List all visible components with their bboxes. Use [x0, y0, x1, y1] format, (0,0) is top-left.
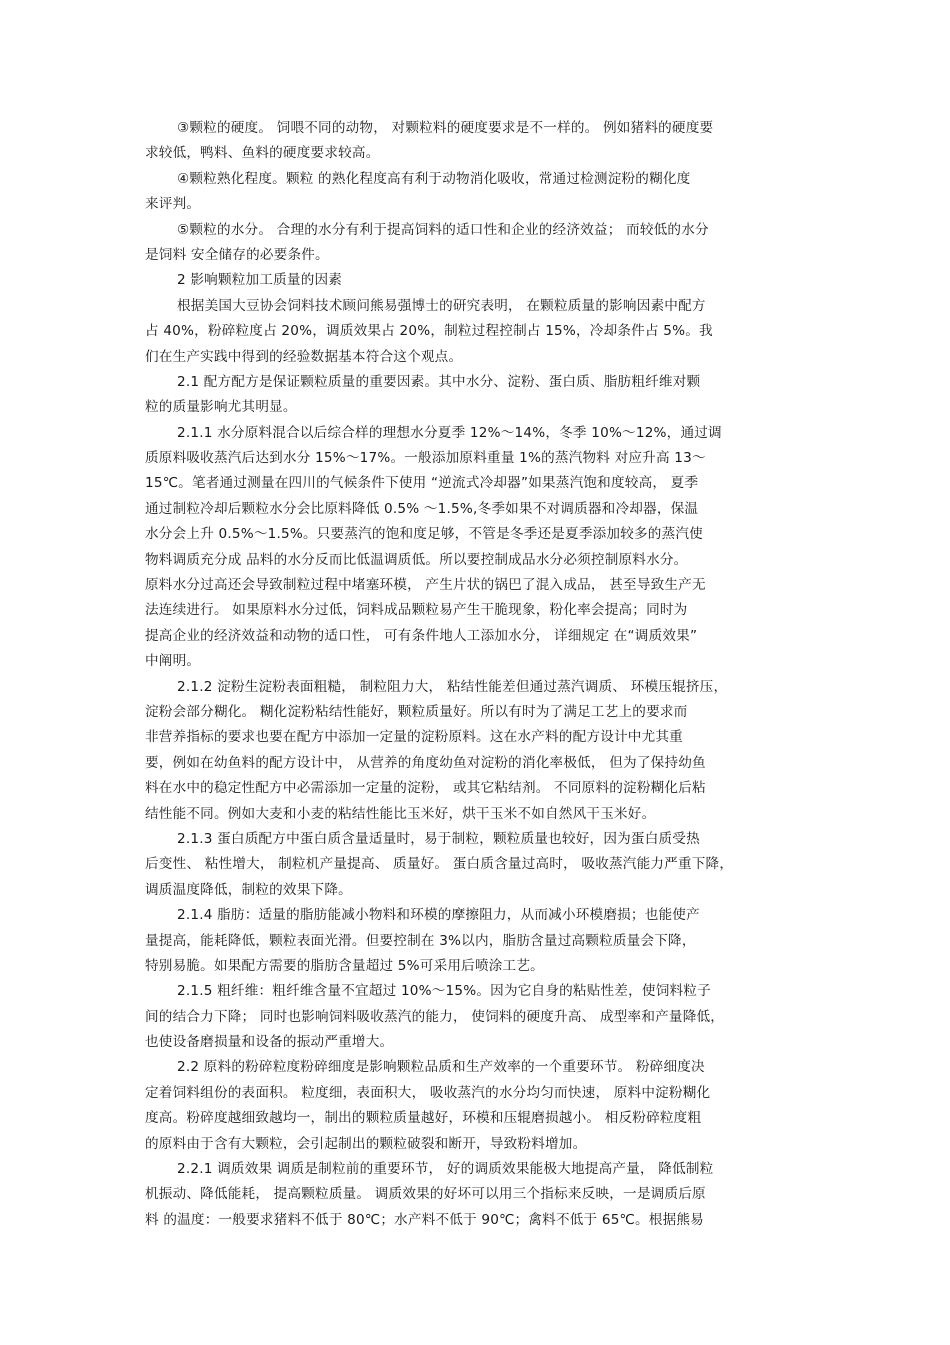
text-line: 来评判。: [145, 196, 201, 213]
text-line: 2.2 原料的粉碎粒度粉碎细度是影响颗粒品质和生产效率的一个重要环节。 粉碎细度决: [177, 1059, 705, 1076]
text-line: 料 的温度：一般要求猪料不低于 80℃；水产料不低于 90℃；禽料不低于 65℃。根据熊易: [145, 1211, 704, 1228]
text-line: 机振动、降低能耗， 提高颗粒质量。 调质效果的好坏可以用三个指标来反映，一是调质后原: [145, 1186, 706, 1203]
text-line: 求较低，鸭料、鱼料的硬度要求较高。: [145, 145, 380, 162]
text-line: 提高企业的经济效益和动物的适口性， 可有条件地人工添加水分， 详细规定 在“调质效果”: [145, 627, 698, 644]
text-line: 量提高，能耗降低，颗粒表面光滑。但要控制在 3%以内，脂肪含量过高颗粒质量会下降，: [145, 932, 696, 949]
text-line: 是饲料 安全储存的必要条件。: [145, 246, 329, 263]
text-line: 特别易脆。如果配方需要的脂肪含量超过 5%可采用后喷涂工艺。: [145, 957, 544, 974]
text-line: 定着饲料组份的表面积。 粒度细，表面积大， 吸收蒸汽的水分均匀而快速， 原料中淀粉糊化: [145, 1084, 711, 1101]
text-line: 占 40%，粉碎粒度占 20%，调质效果占 20%，制粒过程控制占 15%，冷却条件占 5%。我: [145, 323, 713, 340]
text-line: 2.1.4 脂肪：适量的脂肪能减小物料和环模的摩擦阻力，从而减小环模磨损；也能使产: [177, 907, 700, 924]
text-line: 们在生产实践中得到的经验数据基本符合这个观点。: [145, 348, 463, 365]
text-line: 结性能不同。例如大麦和小麦的粘结性能比玉米好，烘干玉米不如自然风干玉米好。: [145, 805, 656, 822]
text-line: 15℃。笔者通过测量在四川的气候条件下使用 “逆流式冷却器”如果蒸汽饱和度较高， 夏季: [145, 475, 699, 492]
text-line: 原料水分过高还会导致制粒过程中堵塞环模， 产生片状的锅巴了混入成品， 甚至导致生产无: [145, 577, 706, 594]
text-line: 2.1.1 水分原料混合以后综合样的理想水分夏季 12%～14%，冬季 10%～12%，通过调: [177, 424, 722, 441]
text-line: 间的结合力下降； 同时也影响饲料吸收蒸汽的能力， 使饲料的硬度升高、 成型率和产量降低，: [145, 1008, 725, 1025]
text-line: 2.2.1 调质效果 调质是制粒前的重要环节， 好的调质效果能极大地提高产量， 降低制粒: [177, 1161, 714, 1178]
text-line: 2.1 配方配方是保证颗粒质量的重要因素。其中水分、淀粉、蛋白质、脂肪粗纤维对颗: [177, 373, 701, 390]
text-line: 水分会上升 0.5%～1.5%。只要蒸汽的饱和度足够，不管是冬季还是夏季添加较多的蒸汽使: [145, 526, 703, 543]
document-body: [145, 116, 805, 1233]
text-line: 非营养指标的要求也要在配方中添加一定量的淀粉原料。这在水产料的配方设计中尤其重: [145, 729, 683, 746]
text-line: ③颗粒的硬度。 饲喂不同的动物， 对颗粒料的硬度要求是不一样的。 例如猪料的硬度要: [177, 120, 714, 136]
text-line: 2.1.3 蛋白质配方中蛋白质含量适量时，易于制粒，颗粒质量也较好，因为蛋白质受热: [177, 830, 700, 847]
text-line: ⑤颗粒的水分。 合理的水分有利于提高饲料的适口性和企业的经济效益； 而较低的水分: [177, 221, 709, 238]
text-line: 料在水中的稳定性配方中必需添加一定量的淀粉， 或其它粘结剂。 不同原料的淀粉糊化后粘: [145, 780, 706, 797]
text-line: 中阐明。: [145, 653, 201, 670]
text-line: 物料调质充分成 品料的水分反而比低温调质低。所以要控制成品水分必须控制原料水分。: [145, 551, 688, 568]
text-line: ④颗粒熟化程度。颗粒 的熟化程度高有利于动物消化吸收，常通过检测淀粉的糊化度: [177, 170, 691, 187]
text-line: 法连续进行。 如果原料水分过低，饲料成品颗粒易产生干脆现象，粉化率会提高；同时为: [145, 602, 688, 619]
text-line: 2.1.5 粗纤维：粗纤维含量不宜超过 10%～15%。因为它自身的粘贴性差，使饲料粒子: [177, 983, 711, 1000]
text-line: 度高。粉碎度越细致越均一，制出的颗粒质量越好，环模和压辊磨损越小。 相反粉碎粒度粗: [145, 1110, 702, 1127]
text-line: 要，例如在幼鱼料的配方设计中， 从营养的角度幼鱼对淀粉的消化率极低， 但为了保持幼鱼: [145, 754, 706, 771]
text-line: 也使设备磨损量和设备的振动严重增大。: [145, 1034, 394, 1051]
text-line: 通过制粒冷却后颗粒水分会比原料降低 0.5% ～1.5%,冬季如果不对调质器和冷却器，保温: [145, 500, 699, 517]
text-line: 2.1.2 淀粉生淀粉表面粗糙， 制粒阻力大， 粘结性能差但通过蒸汽调质、 环模压辊挤压，: [177, 678, 728, 695]
text-line: 后变性、 粘性增大， 制粒机产量提高、 质量好。 蛋白质含量过高时， 吸收蒸汽能力严重下降，: [145, 856, 734, 873]
text-line: 淀粉会部分糊化。 糊化淀粉粘结性能好，颗粒质量好。所以有时为了满足工艺上的要求而: [145, 703, 688, 720]
text-line: 质原料吸收蒸汽后达到水分 15%～17%。一般添加原料重量 1%的蒸汽物料 对应升高 13～: [145, 450, 706, 467]
text-line: 的原料由于含有大颗粒，会引起制出的颗粒破裂和断开，导致粉料增加。: [145, 1135, 587, 1152]
text-line: 2 影响颗粒加工质量的因素: [177, 272, 343, 289]
text-line: 根据美国大豆协会饲料技术顾问熊易强博士的研究表明， 在颗粒质量的影响因素中配方: [177, 297, 706, 314]
text-line: 粒的质量影响尤其明显。: [145, 399, 297, 416]
text-line: 调质温度降低，制粒的效果下降。: [145, 881, 352, 898]
